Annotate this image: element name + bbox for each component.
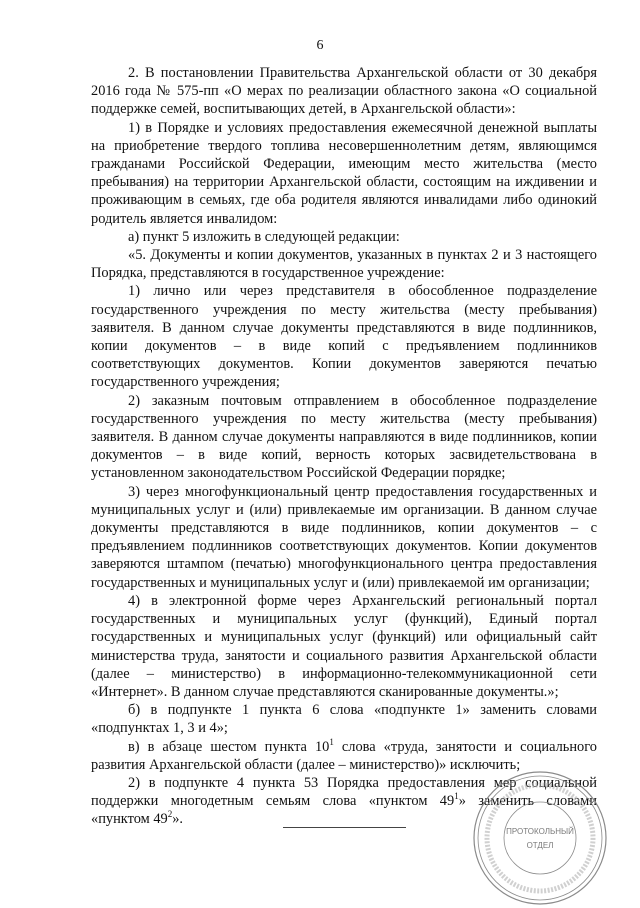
paragraph-subitem-a: а) пункт 5 изложить в следующей редакции: <box>128 228 400 245</box>
paragraph-subitem-v: в) в абзаце шестом пункта $10^1$ слова «труда, занятости и социального развития Архангельской области (далее – министерство)» исключить; <box>91 736 597 773</box>
paragraph-subitem-1: 1) в Порядке и условиях предоставления ежемесячной денежной выплаты на приобретение твердого топлива несовершеннолетним детям, являющимся гражданами Российской Федерации, имеющим место жительства (место пребывания) на территории Архангельской области, состоящим на иждивении и проживающим в семьях, где оба родителя являются инвалидами либо одинокий родитель является инвалидом: <box>91 119 597 227</box>
page-number: 6 <box>316 38 324 53</box>
paragraph-subitem-b: б) в подпункте 1 пункта 6 слова «подпункте 1» заменить словами «подпунктах 1, 3 и 4»; <box>91 702 597 737</box>
stamp-text-line-1: ПРОТОКОЛЬНЫЙ <box>506 827 574 836</box>
paragraph-point-5-2: 2) заказным почтовым отправлением в обособленное подразделение государственного учреждения по месту жительства (месту пребывания) заявителя. В данном случае документы направляются в виде подлинников, копии документов – в виде копий, верность которых засвидетельствована в установленном законодательством Российской Федерации порядке; <box>91 392 597 482</box>
paragraph-item-2-2: 2) в подпункте 4 пункта 53 Порядка предоставления мер социальной поддержки многодетным семьям слова «пунктом $49^1$» заменить словами «пунктом $49^2$». <box>91 774 597 828</box>
paragraph-point-5: «5. Документы и копии документов, указанных в пунктах 2 и 3 настоящего Порядка, представляются в государственное учреждение: <box>91 247 597 282</box>
paragraph-point-5-3: 3) через многофункциональный центр предоставления государственных и муниципальных услуг и (или) привлекаемые им организации. В данном случае документы представляются в виде подлинников, копии документов – с предъявлением подлинников соответствующих документов. Копии документов заверяются штампом (печатью) многофункционального центра предоставления государственных и муниципальных услуг и (или) привлекаемой им организации; <box>91 483 597 591</box>
paragraph-point-5-1: 1) лично или через представителя в обособленное подразделение государственного учреждения по месту жительства (месту пребывания) заявителя. В данном случае документы представляются в виде подлинников, копии документов – в виде копий с предъявлением подлинников соответствующих документов. Копии документов заверяются печатью государственного учреждения; <box>91 283 597 391</box>
signature-line <box>283 827 406 828</box>
stamp-text-line-2: ОТДЕЛ <box>526 841 554 850</box>
paragraph-point-5-4: 4) в электронной форме через Архангельский региональный портал государственных и муниципальных услуг (функций), Единый портал государственных и муниципальных услуг (функций) или официальный сайт министерства труда, занятости и социального развития Архангельской области (далее – министерство) в информационно-телекоммуникационной сети «Интернет». В данном случае представляются сканированные документы.»; <box>91 592 597 700</box>
stamp-seal <box>470 768 610 908</box>
paragraph-item-2: 2. В постановлении Правительства Архангельской области от 30 декабря 2016 года № 575-пп «О мерах по реализации областного закона «О социальной поддержке семей, воспитывающих детей, в Архангельской области»: <box>91 65 597 118</box>
document-body <box>91 64 597 829</box>
